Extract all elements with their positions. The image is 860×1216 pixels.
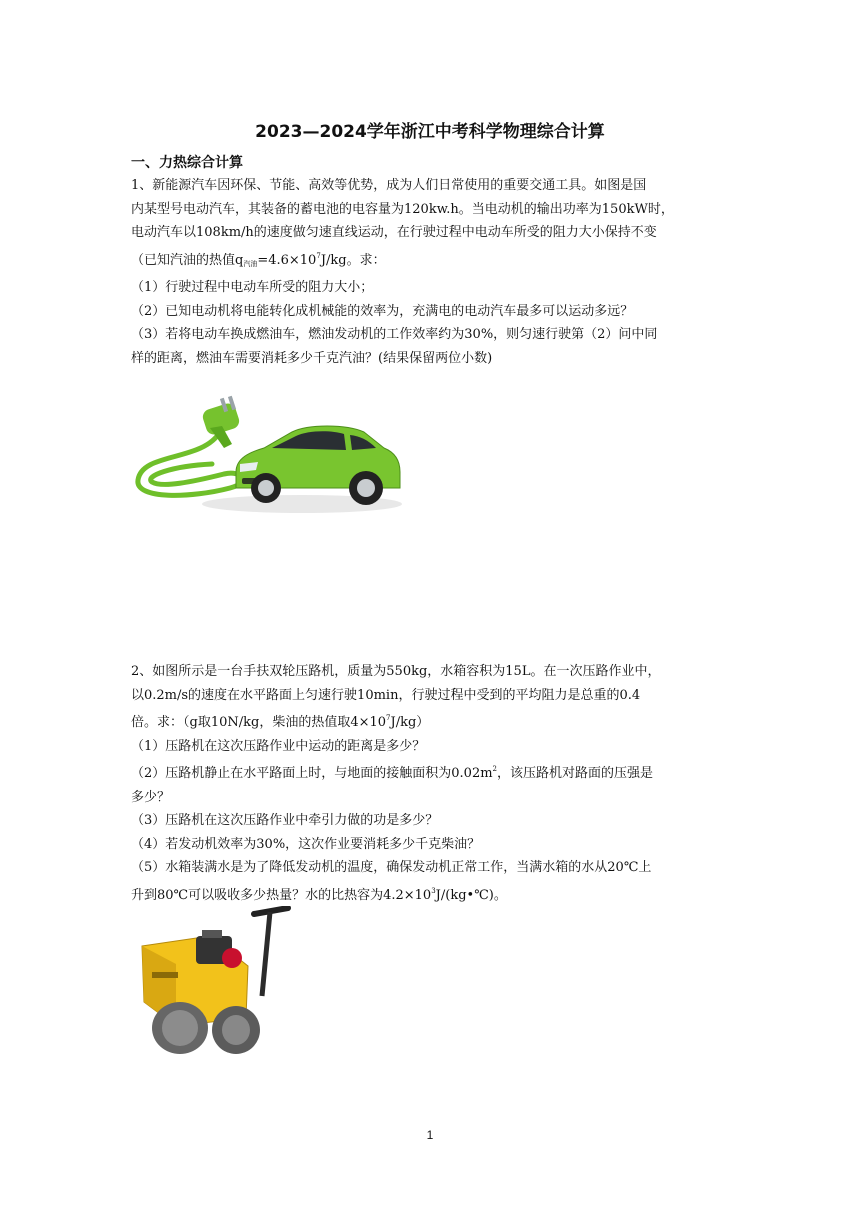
section-heading: 一、力热综合计算 <box>131 155 243 171</box>
q1-line: （已知汽油的热值$q_{汽油}=4.6\times 10^7J/kg$。求： <box>131 251 386 268</box>
question-2 <box>131 660 731 907</box>
q1-subquestion-2: （2）已知电动机将电能转化成机械能的效率为，充满电的电动汽车最多可以运动多远？ <box>131 303 634 319</box>
page-number: 1 <box>426 1128 434 1142</box>
q2-subquestion-5: （5）水箱装满水是为了降低发动机的温度，确保发动机正常工作，当满水箱的水从20℃上 <box>131 860 652 875</box>
question-1 <box>131 174 731 370</box>
q1-subquestion-3: （3）若将电动车换成燃油车，燃油发动机的工作效率约为30%，则匀速行驶第（2）问中同 <box>131 327 658 342</box>
q2-line: 倍。求：（g取10N/kg，柴油的热值取$4\times 10^7J/kg$） <box>131 714 430 730</box>
q2-subquestion-3: （3）压路机在这次压路作业中牵引力做的功是多少？ <box>131 813 439 828</box>
document-title: 2023—2024学年浙江中考科学物理综合计算 <box>255 122 605 142</box>
electric-car-illustration <box>132 392 404 520</box>
q1-subquestion-1: （1）行驶过程中电动车所受的阻力大小； <box>131 280 374 295</box>
q2-line: 以0.2m/s的速度在水平路面上匀速行驶10min，行驶过程中受到的平均阻力是总重的0.4 <box>131 687 641 703</box>
q2-subquestion-4: （4）若发动机效率为30%，这次作业要消耗多少千克柴油？ <box>131 836 481 852</box>
q2-subquestion-1: （1）压路机在这次压路作业中运动的距离是多少？ <box>131 738 426 754</box>
q1-line: 1、新能源汽车因环保、节能、高效等优势，成为人们日常使用的重要交通工具。如图是国 <box>131 178 647 193</box>
q2-line: 2、如图所示是一台手扶双轮压路机，质量为550kg，水箱容积为15L。在一次压路作业中， <box>131 664 661 679</box>
q1-subquestion-3-cont: 样的距离，燃油车需要消耗多少千克汽油？(结果保留两位小数) <box>131 350 493 366</box>
q1-line: 电动汽车以108km/h的速度做匀速直线运动，在行驶过程中电动车所受的阻力大小保持不变 <box>131 225 657 240</box>
q1-line: 内某型号电动汽车，其装备的蓄电池的电容量为120kw.h。当电动机的输出功率为150kW时， <box>131 201 674 217</box>
q2-subquestion-5-cont: 升到80℃可以吸收多少热量？水的比热容为$4.2\times 10^3J/(kg•℃)$。 <box>131 886 507 903</box>
q2-subquestion-2-cont: 多少？ <box>131 789 171 805</box>
road-roller-illustration <box>136 906 298 1062</box>
q2-subquestion-2: （2）压路机静止在水平路面上时，与地面的接触面积为$0.02m^2$，该压路机对路面的压强是 <box>131 765 654 781</box>
